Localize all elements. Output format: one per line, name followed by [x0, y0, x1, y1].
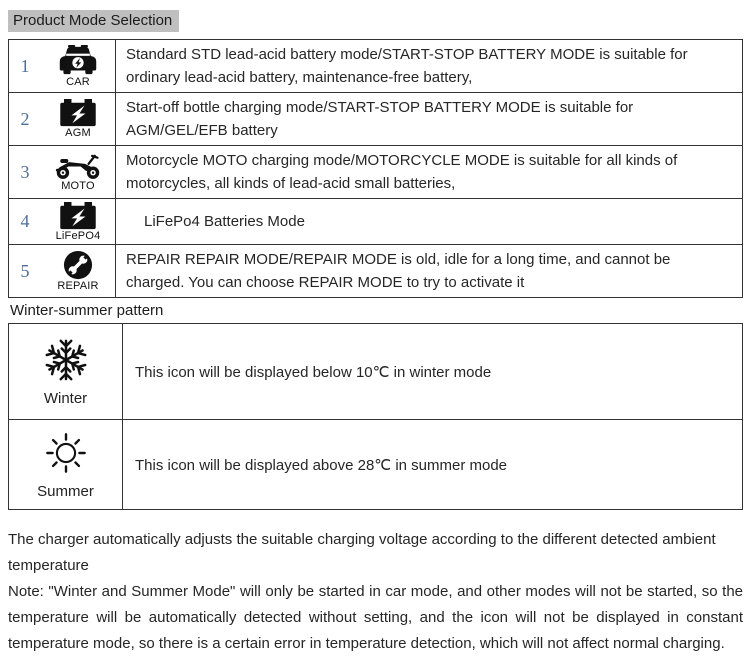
repair-icon	[63, 250, 93, 280]
mode-description: REPAIR REPAIR MODE/REPAIR MODE is old, idle for a long time, and cannot be charged. You can choose REPAIR MODE to try to activate it	[116, 245, 743, 298]
table-row	[9, 40, 743, 93]
mode-description: Start-off bottle charging mode/START-STOP BATTERY MODE is suitable for AGM/GEL/EFB battery	[116, 93, 743, 146]
mode-icon-label: MOTO	[61, 179, 95, 192]
table-row	[9, 93, 743, 146]
winter-summer-table	[8, 323, 743, 510]
table-row	[9, 420, 743, 510]
ambient-temperature-paragraph: The charger automatically adjusts the suitable charging voltage according to the different detected ambient temperature	[8, 531, 716, 574]
season-section-heading: Winter-summer pattern	[10, 302, 164, 319]
snowflake-icon	[44, 338, 88, 382]
winter-summer-note-paragraph: Note: "Winter and Summer Mode" will only be started in car mode, and other modes will not be started, so the temperature will be automatically detected without setting, and the icon will not be displayed in constant temperature mode, so there is a certain error in temperature detection, which will not affect normal charging.	[8, 583, 743, 652]
agm-battery-icon	[59, 99, 97, 127]
mode-number: 3	[20, 161, 30, 182]
season-description: This icon will be displayed below 10℃ in winter mode	[123, 324, 743, 420]
mode-description: Motorcycle MOTO charging mode/MOTORCYCLE MODE is suitable for all kinds of motorcycles, all kinds of lead-acid small batteries,	[116, 146, 743, 199]
mode-icon-label: REPAIR	[57, 280, 99, 292]
season-icon-label: Summer	[37, 482, 94, 500]
mode-icon-label: LiFePO4	[55, 229, 101, 242]
lifepo4-battery-icon	[59, 202, 97, 230]
page-title: Product Mode Selection	[8, 10, 179, 32]
footer-notes	[8, 527, 743, 657]
car-icon	[55, 45, 101, 76]
mode-number: 5	[20, 260, 30, 281]
table-row	[9, 199, 743, 245]
season-description: This icon will be displayed above 28℃ in summer mode	[123, 420, 743, 510]
season-icon-label: Winter	[43, 389, 88, 407]
mode-number: 1	[20, 55, 30, 76]
motorcycle-icon	[55, 153, 101, 180]
sun-icon	[44, 431, 88, 475]
mode-number: 2	[20, 108, 30, 129]
mode-description: LiFePo4 Batteries Mode	[116, 199, 743, 245]
table-row	[9, 245, 743, 298]
mode-description: Standard STD lead-acid battery mode/START-STOP BATTERY MODE is suitable for ordinary lead-acid battery, maintenance-free battery,	[116, 40, 743, 93]
mode-number: 4	[20, 211, 30, 231]
mode-icon-label: CAR	[66, 75, 90, 88]
table-row	[9, 146, 743, 199]
mode-icon-label: AGM	[65, 127, 91, 139]
product-mode-table	[8, 39, 743, 298]
table-row	[9, 324, 743, 420]
